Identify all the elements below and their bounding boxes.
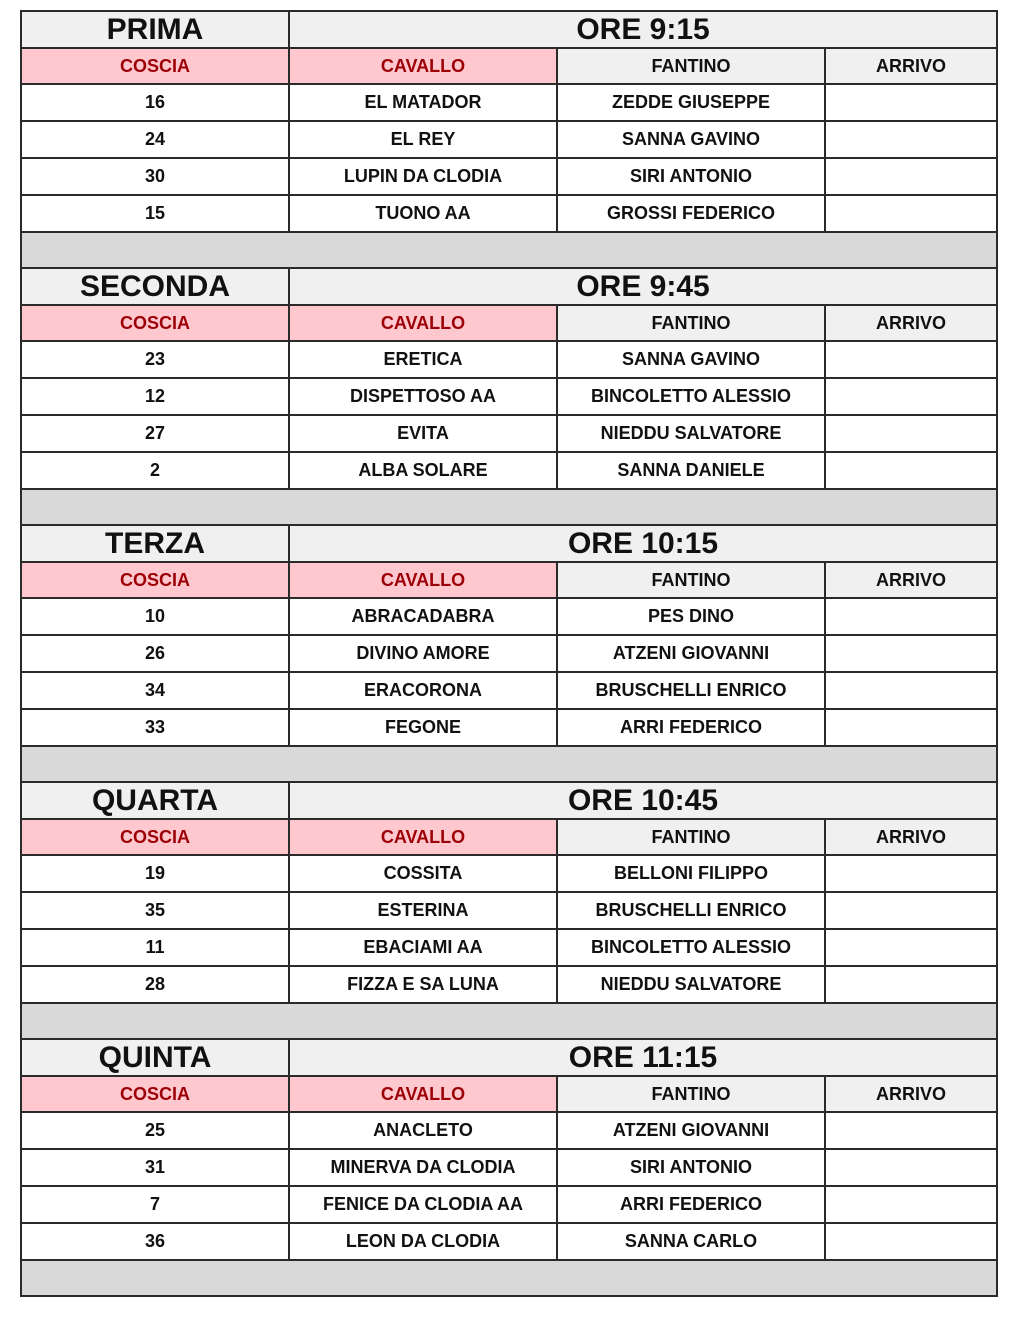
column-header-row bbox=[21, 562, 997, 598]
cell-cavallo: DISPETTOSO AA bbox=[289, 378, 557, 415]
cell-arrivo[interactable] bbox=[825, 855, 997, 892]
cell-coscia: 2 bbox=[21, 452, 289, 489]
cell-arrivo[interactable] bbox=[825, 158, 997, 195]
cell-cavallo: FEGONE bbox=[289, 709, 557, 746]
cell-arrivo[interactable] bbox=[825, 1112, 997, 1149]
table-row bbox=[21, 635, 997, 672]
cell-coscia: 25 bbox=[21, 1112, 289, 1149]
cell-coscia: 28 bbox=[21, 966, 289, 1003]
race-table bbox=[20, 10, 998, 1297]
race-separator bbox=[21, 232, 997, 268]
cell-cavallo: ABRACADABRA bbox=[289, 598, 557, 635]
cell-arrivo[interactable] bbox=[825, 452, 997, 489]
cell-fantino: SANNA GAVINO bbox=[557, 121, 825, 158]
column-header-row bbox=[21, 1076, 997, 1112]
cell-cavallo: TUONO AA bbox=[289, 195, 557, 232]
cell-cavallo: EL REY bbox=[289, 121, 557, 158]
race-separator bbox=[21, 746, 997, 782]
header-cavallo: CAVALLO bbox=[289, 819, 557, 855]
table-row bbox=[21, 121, 997, 158]
cell-coscia: 7 bbox=[21, 1186, 289, 1223]
cell-arrivo[interactable] bbox=[825, 1223, 997, 1260]
cell-arrivo[interactable] bbox=[825, 966, 997, 1003]
header-cavallo: CAVALLO bbox=[289, 1076, 557, 1112]
separator-cell bbox=[21, 489, 997, 525]
table-row bbox=[21, 158, 997, 195]
race-title-row bbox=[21, 782, 997, 819]
header-coscia: COSCIA bbox=[21, 48, 289, 84]
header-cavallo: CAVALLO bbox=[289, 48, 557, 84]
table-row bbox=[21, 966, 997, 1003]
cell-cavallo: EBACIAMI AA bbox=[289, 929, 557, 966]
header-fantino: FANTINO bbox=[557, 305, 825, 341]
race-name: PRIMA bbox=[21, 11, 289, 48]
header-fantino: FANTINO bbox=[557, 1076, 825, 1112]
cell-coscia: 30 bbox=[21, 158, 289, 195]
race-time: ORE 9:15 bbox=[289, 11, 997, 48]
table-row bbox=[21, 195, 997, 232]
cell-cavallo: ANACLETO bbox=[289, 1112, 557, 1149]
table-row bbox=[21, 1223, 997, 1260]
table-row bbox=[21, 1149, 997, 1186]
header-fantino: FANTINO bbox=[557, 48, 825, 84]
header-coscia: COSCIA bbox=[21, 1076, 289, 1112]
race-separator bbox=[21, 1003, 997, 1039]
table-row bbox=[21, 378, 997, 415]
cell-arrivo[interactable] bbox=[825, 341, 997, 378]
race-time: ORE 10:45 bbox=[289, 782, 997, 819]
header-coscia: COSCIA bbox=[21, 819, 289, 855]
separator-cell bbox=[21, 1003, 997, 1039]
header-arrivo: ARRIVO bbox=[825, 305, 997, 341]
cell-cavallo: FIZZA E SA LUNA bbox=[289, 966, 557, 1003]
header-arrivo: ARRIVO bbox=[825, 562, 997, 598]
cell-coscia: 26 bbox=[21, 635, 289, 672]
cell-cavallo: ESTERINA bbox=[289, 892, 557, 929]
cell-cavallo: LEON DA CLODIA bbox=[289, 1223, 557, 1260]
cell-arrivo[interactable] bbox=[825, 635, 997, 672]
race-name: QUARTA bbox=[21, 782, 289, 819]
cell-arrivo[interactable] bbox=[825, 709, 997, 746]
race-table-body bbox=[21, 11, 997, 1296]
cell-cavallo: EL MATADOR bbox=[289, 84, 557, 121]
separator-cell bbox=[21, 746, 997, 782]
cell-coscia: 19 bbox=[21, 855, 289, 892]
cell-coscia: 11 bbox=[21, 929, 289, 966]
header-fantino: FANTINO bbox=[557, 562, 825, 598]
table-row bbox=[21, 415, 997, 452]
cell-coscia: 35 bbox=[21, 892, 289, 929]
cell-fantino: SIRI ANTONIO bbox=[557, 1149, 825, 1186]
cell-fantino: ATZENI GIOVANNI bbox=[557, 635, 825, 672]
column-header-row bbox=[21, 305, 997, 341]
cell-fantino: ARRI FEDERICO bbox=[557, 709, 825, 746]
header-fantino: FANTINO bbox=[557, 819, 825, 855]
cell-cavallo: MINERVA DA CLODIA bbox=[289, 1149, 557, 1186]
table-row bbox=[21, 1112, 997, 1149]
cell-arrivo[interactable] bbox=[825, 598, 997, 635]
cell-coscia: 36 bbox=[21, 1223, 289, 1260]
cell-fantino: SANNA GAVINO bbox=[557, 341, 825, 378]
race-title-row bbox=[21, 268, 997, 305]
cell-fantino: SIRI ANTONIO bbox=[557, 158, 825, 195]
cell-cavallo: ERACORONA bbox=[289, 672, 557, 709]
table-row bbox=[21, 892, 997, 929]
cell-arrivo[interactable] bbox=[825, 929, 997, 966]
header-cavallo: CAVALLO bbox=[289, 305, 557, 341]
cell-cavallo: ERETICA bbox=[289, 341, 557, 378]
race-time: ORE 9:45 bbox=[289, 268, 997, 305]
cell-fantino: SANNA CARLO bbox=[557, 1223, 825, 1260]
cell-coscia: 15 bbox=[21, 195, 289, 232]
cell-arrivo[interactable] bbox=[825, 1186, 997, 1223]
table-row bbox=[21, 929, 997, 966]
cell-fantino: ZEDDE GIUSEPPE bbox=[557, 84, 825, 121]
cell-arrivo[interactable] bbox=[825, 672, 997, 709]
cell-coscia: 16 bbox=[21, 84, 289, 121]
cell-arrivo[interactable] bbox=[825, 892, 997, 929]
cell-arrivo[interactable] bbox=[825, 1149, 997, 1186]
race-title-row bbox=[21, 1039, 997, 1076]
race-time: ORE 11:15 bbox=[289, 1039, 997, 1076]
header-coscia: COSCIA bbox=[21, 305, 289, 341]
cell-fantino: NIEDDU SALVATORE bbox=[557, 966, 825, 1003]
header-arrivo: ARRIVO bbox=[825, 1076, 997, 1112]
cell-cavallo: FENICE DA CLODIA AA bbox=[289, 1186, 557, 1223]
race-separator bbox=[21, 489, 997, 525]
header-arrivo: ARRIVO bbox=[825, 819, 997, 855]
header-coscia: COSCIA bbox=[21, 562, 289, 598]
cell-coscia: 27 bbox=[21, 415, 289, 452]
separator-cell bbox=[21, 1260, 997, 1296]
cell-coscia: 23 bbox=[21, 341, 289, 378]
table-row bbox=[21, 709, 997, 746]
race-name: TERZA bbox=[21, 525, 289, 562]
cell-fantino: ARRI FEDERICO bbox=[557, 1186, 825, 1223]
cell-fantino: NIEDDU SALVATORE bbox=[557, 415, 825, 452]
header-cavallo: CAVALLO bbox=[289, 562, 557, 598]
cell-cavallo: ALBA SOLARE bbox=[289, 452, 557, 489]
cell-arrivo[interactable] bbox=[825, 84, 997, 121]
table-row bbox=[21, 598, 997, 635]
cell-coscia: 10 bbox=[21, 598, 289, 635]
cell-coscia: 34 bbox=[21, 672, 289, 709]
race-separator bbox=[21, 1260, 997, 1296]
header-arrivo: ARRIVO bbox=[825, 48, 997, 84]
cell-coscia: 33 bbox=[21, 709, 289, 746]
separator-cell bbox=[21, 232, 997, 268]
cell-arrivo[interactable] bbox=[825, 195, 997, 232]
table-row bbox=[21, 672, 997, 709]
column-header-row bbox=[21, 819, 997, 855]
cell-coscia: 12 bbox=[21, 378, 289, 415]
cell-cavallo: LUPIN DA CLODIA bbox=[289, 158, 557, 195]
race-name: QUINTA bbox=[21, 1039, 289, 1076]
cell-cavallo: COSSITA bbox=[289, 855, 557, 892]
cell-fantino: BRUSCHELLI ENRICO bbox=[557, 672, 825, 709]
race-time: ORE 10:15 bbox=[289, 525, 997, 562]
cell-arrivo[interactable] bbox=[825, 121, 997, 158]
cell-fantino: PES DINO bbox=[557, 598, 825, 635]
race-name: SECONDA bbox=[21, 268, 289, 305]
cell-arrivo[interactable] bbox=[825, 415, 997, 452]
column-header-row bbox=[21, 48, 997, 84]
cell-fantino: ATZENI GIOVANNI bbox=[557, 1112, 825, 1149]
table-row bbox=[21, 84, 997, 121]
cell-fantino: BINCOLETTO ALESSIO bbox=[557, 378, 825, 415]
table-row bbox=[21, 1186, 997, 1223]
cell-fantino: BRUSCHELLI ENRICO bbox=[557, 892, 825, 929]
cell-fantino: SANNA DANIELE bbox=[557, 452, 825, 489]
cell-fantino: BINCOLETTO ALESSIO bbox=[557, 929, 825, 966]
cell-fantino: GROSSI FEDERICO bbox=[557, 195, 825, 232]
cell-arrivo[interactable] bbox=[825, 378, 997, 415]
cell-cavallo: DIVINO AMORE bbox=[289, 635, 557, 672]
table-row bbox=[21, 341, 997, 378]
cell-coscia: 24 bbox=[21, 121, 289, 158]
cell-fantino: BELLONI FILIPPO bbox=[557, 855, 825, 892]
table-row bbox=[21, 855, 997, 892]
table-row bbox=[21, 452, 997, 489]
cell-cavallo: EVITA bbox=[289, 415, 557, 452]
cell-coscia: 31 bbox=[21, 1149, 289, 1186]
race-schedule bbox=[20, 10, 996, 1297]
race-title-row bbox=[21, 11, 997, 48]
race-title-row bbox=[21, 525, 997, 562]
